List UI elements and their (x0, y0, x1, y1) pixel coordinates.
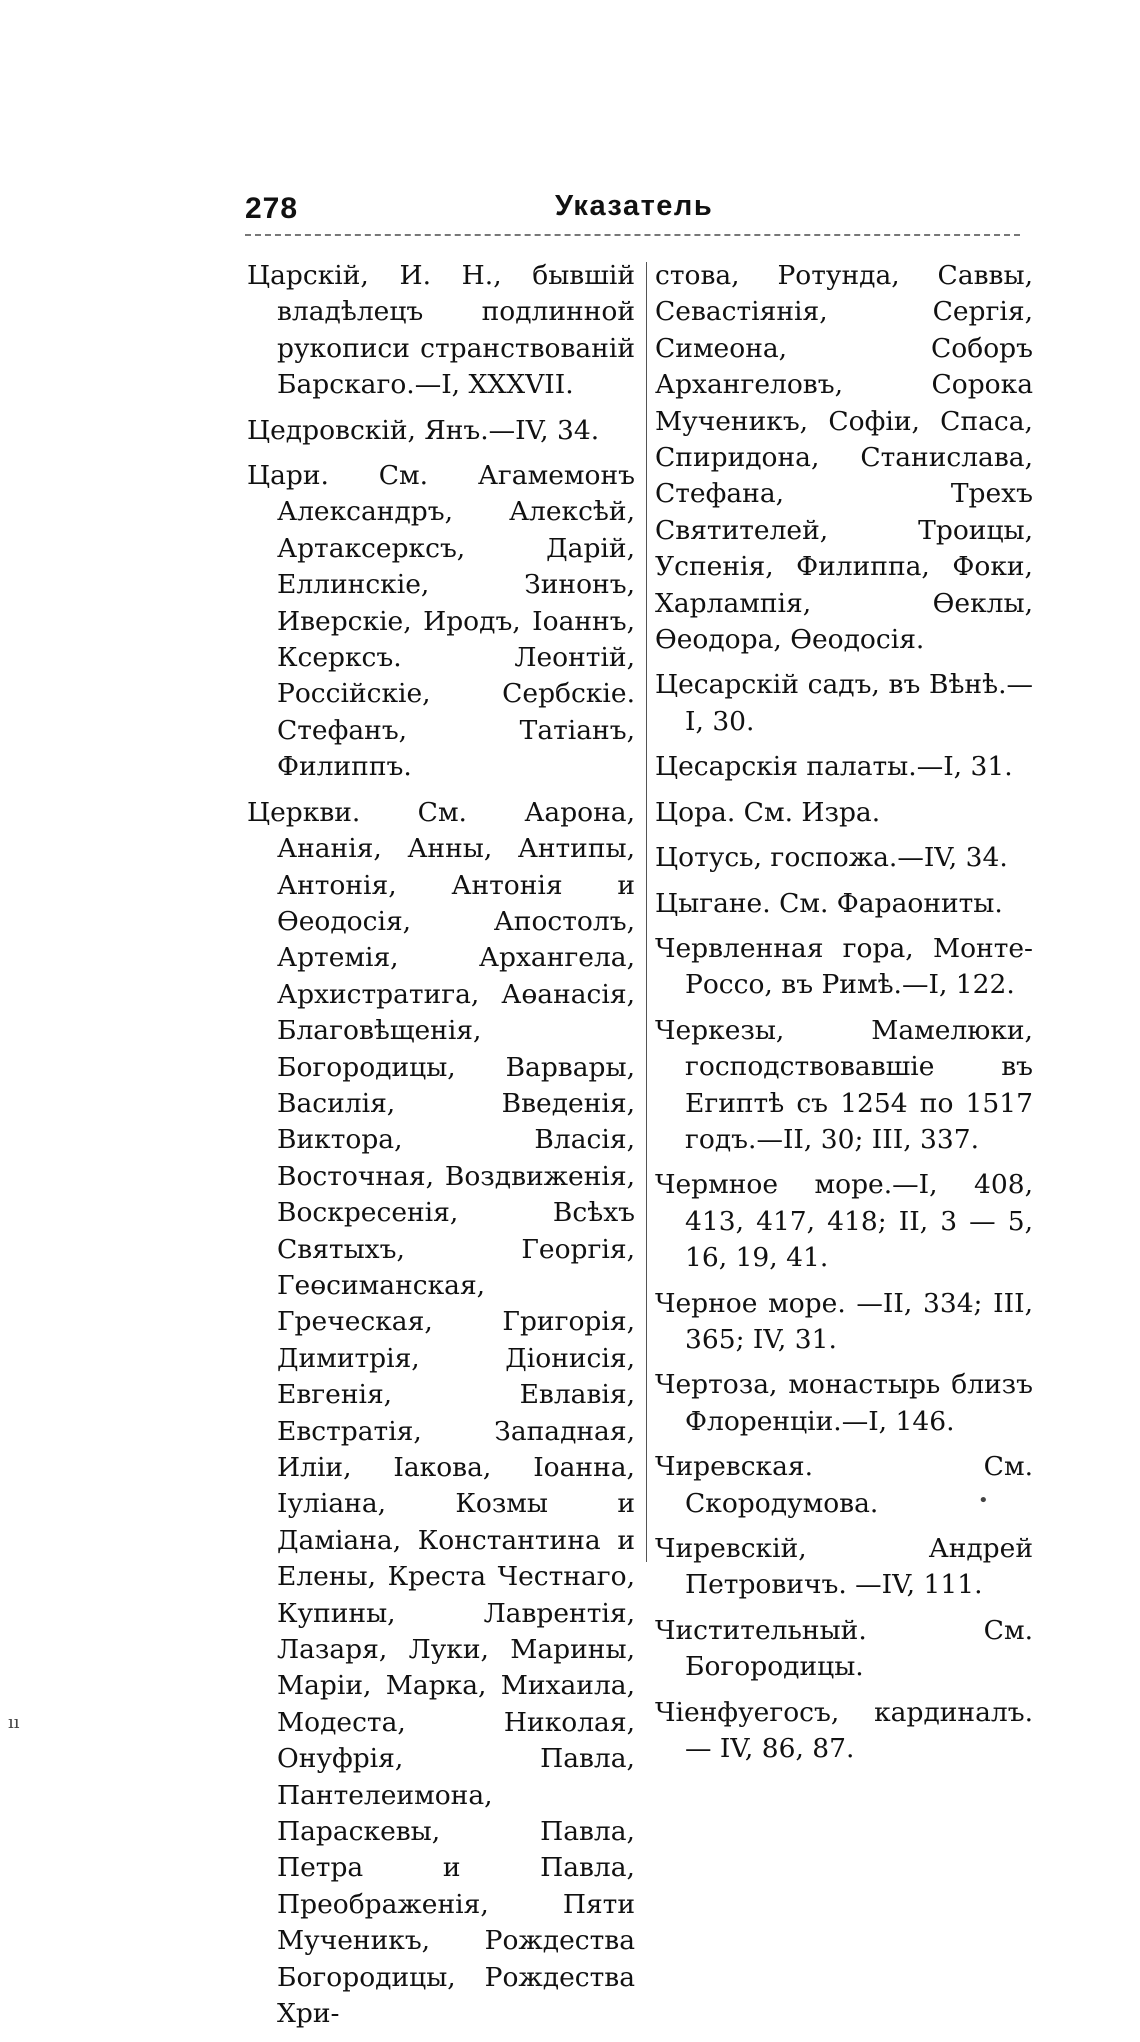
page-number: 278 (245, 192, 299, 225)
index-entry: Чиревская. См. Скородумова. (655, 1451, 1033, 1519)
index-entry: Чистительный. См. Богородицы. (655, 1614, 1033, 1683)
index-entry: Чертоза, монастырь близъ Флоренціи.—I, 146. (655, 1369, 1033, 1437)
running-head: Указатель (555, 190, 714, 222)
index-entry: Червленная гора, Монте-Россо, въ Римѣ.—I, 122. (655, 932, 1033, 1001)
right-column (655, 258, 1033, 1776)
index-entry: Черкезы, Мамелюки, господствовавшіе въ Египтѣ съ 1254 по 1517 годъ.—II, 30; III, 337. (655, 1014, 1033, 1155)
index-entry: Царскій, И. Н., бывшій владѣлецъ подлинной рукописи странствованій Барскаго.—I, XXXVII. (247, 260, 635, 401)
index-entry: Цесарскій садъ, въ Вѣнѣ.—I, 30. (655, 669, 1033, 737)
index-entry: Цора. См. Изра. (655, 796, 881, 828)
index-entry: Цотусь, госпожа.—IV, 34. (655, 842, 1008, 874)
index-entry: Чіенфуегосъ, кардиналъ. — IV, 86, 87. (655, 1696, 1033, 1765)
index-entry: Чиревскій, Андрей Петровичъ. —IV, 111. (655, 1533, 1033, 1601)
header-rule (245, 234, 1020, 236)
left-column (247, 258, 635, 2042)
index-entry: Цыгане. См. Фараониты. (655, 887, 1003, 919)
scan-mark-bottom-right: • (978, 1490, 989, 1511)
column-divider (646, 262, 647, 1562)
index-entry: Цесарскія палаты.—I, 31. (655, 751, 1013, 783)
index-entry-continuation: стова, Ротунда, Саввы, Севастіянія, Сергія, Симеона, Соборъ Архангеловъ, Сорока Мученикъ, Софіи, Спаса, Спиридона, Станислава, Стефана, Трехъ Святителей, Троицы, Успенія, Филиппа, Фоки, Харлампія, Өеклы, Өеодора, Өеодосія. (655, 260, 1033, 656)
index-entry: Цари. См. Агамемонъ Александръ, Алексѣй, Артаксерксъ, Дарій, Еллинскіе, Зинонъ, Иверскіе, Иродъ, Іоаннъ, Ксерксъ. Леонтій, Россійскіе, Сербскіе. Стефанъ, Татіанъ, Филиппъ. (247, 460, 635, 783)
index-entry: Цедровскій, Янъ.—IV, 34. (247, 414, 600, 446)
scan-mark-bottom-left: ıı (8, 1712, 20, 1733)
index-entry: Церкви. См. Аарона, Ананія, Анны, Антипы, Антонія, Антонія и Өеодосія, Апостолъ, Артемія, Архангела, Архистратига, Аөанасія, Благовѣщенія, Богородицы, Варвары, Василія, Введенія, Виктора, Власія, Восточная, Воздвиженія, Воскресенія, Всѣхъ Святыхъ, Георгія, Геөсиманская, Греческая, Григорія, Димитрія, Діонисія, Евгенія, Евлавія, Евстратія, Западная, Иліи, Іакова, Іоанна, Іуліана, Козмы и Даміана, Константина и Елены, Креста Честнаго, Купины, Лаврентія, Лазаря, Луки, Марины, Маріи, Марка, Михаила, Модеста, Николая, Онуфрія, Павла, Пантелеимона, Параскевы, Павла, Петра и Павла, Преображенія, Пяти Мученикъ, Рождества Богородицы, Рождества Хри- (247, 796, 635, 2030)
index-entry: Черное море. —II, 334; III, 365; IV, 31. (655, 1287, 1033, 1355)
index-entry: Чермное море.—I, 408, 413, 417, 418; II, 3 — 5, 16, 19, 41. (655, 1169, 1033, 1274)
